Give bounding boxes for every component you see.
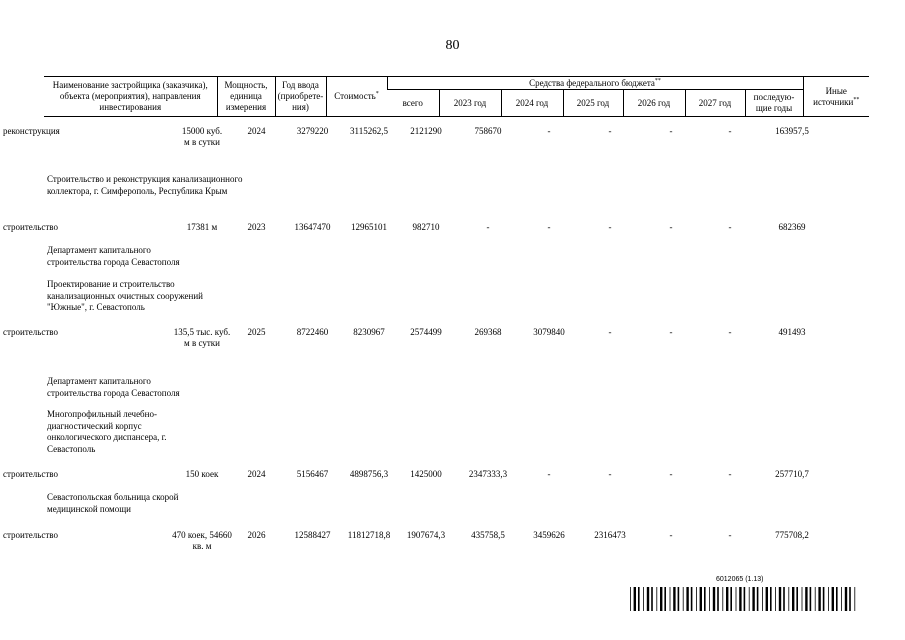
row-other: 163957,5: [775, 126, 809, 136]
header-federal-label: Средства федерального бюджета: [529, 77, 655, 88]
row-next: -: [728, 469, 732, 479]
row-cost: 5156467: [296, 469, 329, 479]
row-2024: 435758,5: [471, 530, 505, 540]
row-next: -: [728, 530, 732, 540]
row-capacity: 135,5 тыс. куб. м в сутки: [173, 327, 231, 348]
row-2025: -: [547, 222, 551, 232]
row-2024: 758670: [474, 126, 502, 136]
row-2024: -: [486, 222, 490, 232]
header-name: Наименование застройщика (заказчика), объекта (мероприятия), направления инвестирования: [44, 77, 217, 117]
row-2025: 3459626: [533, 530, 565, 540]
row-2023: 2121290: [410, 126, 442, 136]
table-header: [44, 76, 869, 117]
row-other: 257710,7: [775, 469, 809, 479]
row-other: 491493: [778, 327, 806, 337]
row-2024: 269368: [474, 327, 502, 337]
row-2026: -: [608, 327, 612, 337]
row-2027: -: [669, 222, 673, 232]
row-2026: -: [608, 126, 612, 136]
header-other-mark: **: [853, 96, 860, 103]
section-heading: Департамент капитального строительства города Севастополя: [47, 376, 180, 398]
row-year: 2024: [247, 469, 266, 479]
row-year: 2026: [247, 530, 266, 540]
row-cost: 8722460: [296, 327, 329, 337]
row-cost: 13647470: [294, 222, 331, 232]
row-next: -: [728, 126, 732, 136]
row-name: строительство: [3, 222, 58, 232]
header-federal-mark: **: [654, 77, 661, 84]
header-sub-2027: 2027 год: [685, 90, 745, 117]
row-2027: -: [669, 327, 673, 337]
row-2023: 2574499: [410, 327, 442, 337]
row-2027: -: [669, 469, 673, 479]
row-2023: 1425000: [410, 469, 442, 479]
row-all: 12965101: [351, 222, 387, 232]
row-2025: 3079840: [533, 327, 565, 337]
row-next: -: [728, 222, 732, 232]
row-capacity: 17381 м: [186, 222, 218, 232]
header-sub-2025: 2025 год: [563, 90, 623, 117]
row-2026: 2316473: [594, 530, 626, 540]
section-heading: Севастопольская больница скорой медицинской помощи: [47, 492, 179, 514]
row-name: строительство: [3, 327, 58, 337]
row-capacity: 470 коек, 54660 кв. м: [172, 530, 232, 551]
row-2025: -: [547, 469, 551, 479]
row-all: 4898756,3: [349, 469, 389, 479]
row-year: 2024: [247, 126, 266, 136]
row-cost: 3279220: [296, 126, 329, 136]
header-sub-2023: 2023 год: [439, 90, 501, 117]
row-all: 3115262,5: [350, 126, 388, 136]
header-cost: [326, 77, 387, 117]
row-all: 8230967: [353, 327, 385, 337]
row-name: реконструкция: [3, 126, 60, 136]
row-other: 775708,2: [775, 530, 809, 540]
header-year: Год ввода (приобрете-ния): [275, 77, 326, 117]
header-other-label: Иные источники: [813, 85, 854, 107]
row-name: строительство: [3, 469, 58, 479]
section-heading: Строительство и реконструкция канализационного коллектора, г. Симферополь, Республика Крым: [47, 174, 243, 196]
section-heading: Многопрофильный лечебно-диагностический корпус онкологического диспансера, г. Севастополь: [47, 409, 167, 454]
header-cost-mark: *: [375, 91, 379, 97]
barcode-label: 6012065 (1.13): [716, 576, 764, 583]
page-number: 80: [445, 38, 460, 53]
row-next: -: [728, 327, 732, 337]
header-federal: [387, 77, 803, 90]
header-sub-all: всего: [387, 90, 439, 117]
header-capacity: Мощность, единица измерения: [217, 77, 275, 117]
header-sub-next: последую-щие годы: [745, 90, 803, 117]
row-2027: -: [669, 126, 673, 136]
row-2027: -: [669, 530, 673, 540]
header-cost-label: Стоимость: [334, 91, 376, 101]
row-capacity: 150 коек: [185, 469, 219, 479]
row-2026: -: [608, 222, 612, 232]
row-year: 2025: [247, 327, 266, 337]
row-capacity: 15000 куб. м в сутки: [181, 126, 223, 147]
row-2023: 982710: [412, 222, 440, 232]
header-other: [803, 77, 869, 117]
barcode-image: [630, 587, 856, 611]
row-all: 11812718,8: [347, 530, 391, 540]
row-other: 682369: [778, 222, 806, 232]
row-2025: -: [547, 126, 551, 136]
row-year: 2023: [247, 222, 266, 232]
section-heading: Проектирование и строительство канализационных очистных сооружений "Южные", г. Севастополь: [47, 279, 203, 312]
header-sub-2024: 2024 год: [501, 90, 563, 117]
header-sub-2026: 2026 год: [623, 90, 685, 117]
row-name: строительство: [3, 530, 58, 540]
row-cost: 12588427: [294, 530, 331, 540]
section-heading: Департамент капитального строительства города Севастополя: [47, 245, 180, 267]
row-2023: 1907674,3: [406, 530, 446, 540]
row-2026: -: [608, 469, 612, 479]
row-2024: 2347333,3: [468, 469, 508, 479]
